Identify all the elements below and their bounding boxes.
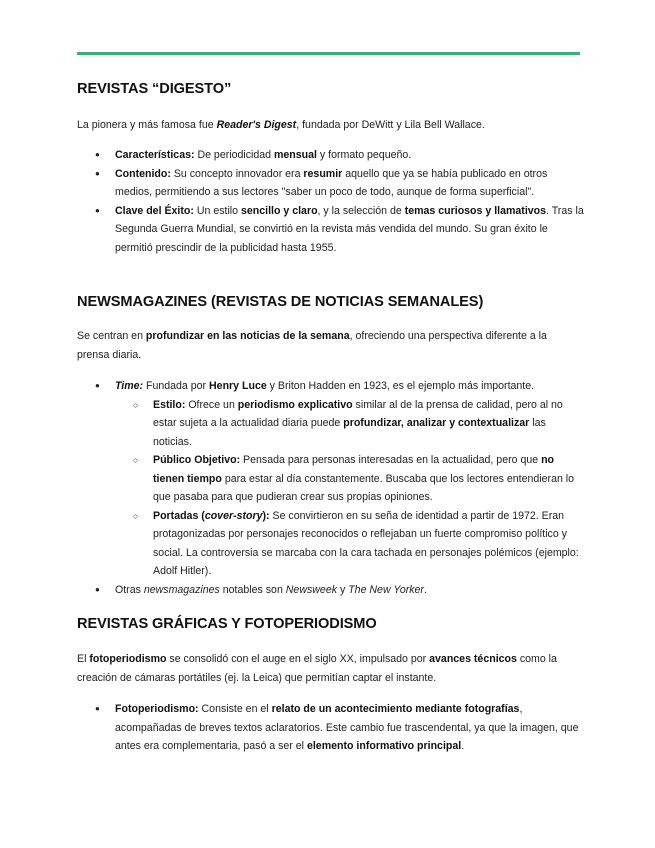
newsmagazines-intro-paragraph: Se centran en profundizar en las noticias de la semana, ofreciendo una perspectiva diferente a la prensa diaria. bbox=[77, 330, 547, 361]
list-item: ● Características: De periodicidad mensual y formato pequeño. bbox=[115, 146, 585, 165]
heading-revistas-graficas: REVISTAS GRÁFICAS Y FOTOPERIODISMO bbox=[77, 616, 377, 632]
newsmagazines-list bbox=[115, 377, 585, 599]
heading-revistas-digesto: REVISTAS “DIGESTO” bbox=[77, 81, 232, 97]
fotoperiodismo-list bbox=[115, 700, 585, 756]
top-accent-rule bbox=[77, 52, 580, 55]
list-item-other-newsmagazines: ● Otras newsmagazines notables son Newsweek y The New Yorker. bbox=[115, 581, 585, 600]
list-item: ● Contenido: Su concepto innovador era resumir aquello que ya se había publicado en otros medios, permitiendo a sus lectores "saber un poco de todo, aunque de forma superficial". bbox=[115, 165, 585, 202]
sublist-item: ○ Público Objetivo: Pensada para personas interesadas en la actualidad, pero que no tienen tiempo para estar al día constantemente. Buscaba que los lectores entendieran lo que pasaba para que pudieran crear sus propias opiniones. bbox=[153, 451, 585, 507]
sublist-item: ○ Estilo: Ofrece un periodismo explicativo similar al de la prensa de calidad, pero al no estar sujeta a la actualidad diaria puede profundizar, analizar y contextualizar las noticias. bbox=[153, 396, 585, 452]
heading-newsmagazines: NEWSMAGAZINES (REVISTAS DE NOTICIAS SEMANALES) bbox=[77, 294, 484, 310]
list-item: ● Fotoperiodismo: Consiste en el relato de un acontecimiento mediante fotografías, acompañadas de breves textos aclaratorios. Este cambio fue trascendental, ya que la imagen, que antes era complementaria, pasó a ser el elemento informativo principal. bbox=[115, 700, 585, 756]
digest-feature-list bbox=[115, 146, 585, 257]
sublist-item: ○ Portadas (cover-story): Se convirtieron en su seña de identidad a partir de 1972. Eran protagonizadas por personajes reconocidos o reflejaban un fuerte compromiso político y social. La controversia se marcaba con la cara tachada en personajes polémicos (ejemplo: Adolf Hitler). bbox=[153, 507, 585, 581]
fotoperiodismo-intro-paragraph: El fotoperiodismo se consolidó con el auge en el siglo XX, impulsado por avances técnicos como la creación de cámaras portátiles (ej. la Leica) que permitían captar el instante. bbox=[77, 653, 557, 684]
digest-intro-paragraph: La pionera y más famosa fue Reader's Digest, fundada por DeWitt y Lila Bell Wallace. bbox=[77, 119, 485, 131]
list-item-time: ● Time: Fundada por Henry Luce y Briton Hadden en 1923, es el ejemplo más importante. ○ Estilo: Ofrece un periodismo explicativo similar al de la prensa de calidad, pero al no estar sujeta a la actualidad diaria puede profundizar, analizar y contextualizar las noticias. ○ Público Objetivo: Pensada para personas interesadas en la actualidad, pero que no tienen tiempo para estar al día constantemente. Buscaba que los lectores entendieran lo que pasaba para que pudieran crear sus propias opiniones. ○ Portadas (cover-story): Se convirtieron en su seña de identidad a partir de 1972. Eran protagonizadas por personajes reconocidos o reflejaban un fuerte compromiso político y social. La controversia se marcaba con la cara tachada en personajes polémicos (ejemplo: Adolf Hitler). bbox=[115, 377, 585, 581]
time-sublist bbox=[115, 396, 585, 581]
list-item: ● Clave del Éxito: Un estilo sencillo y claro, y la selección de temas curiosos y llamativos. Tras la Segunda Guerra Mundial, se convirtió en la revista más vendida del mundo. Su gran éxito le permitió prescindir de la publicidad hasta 1955. bbox=[115, 202, 585, 258]
